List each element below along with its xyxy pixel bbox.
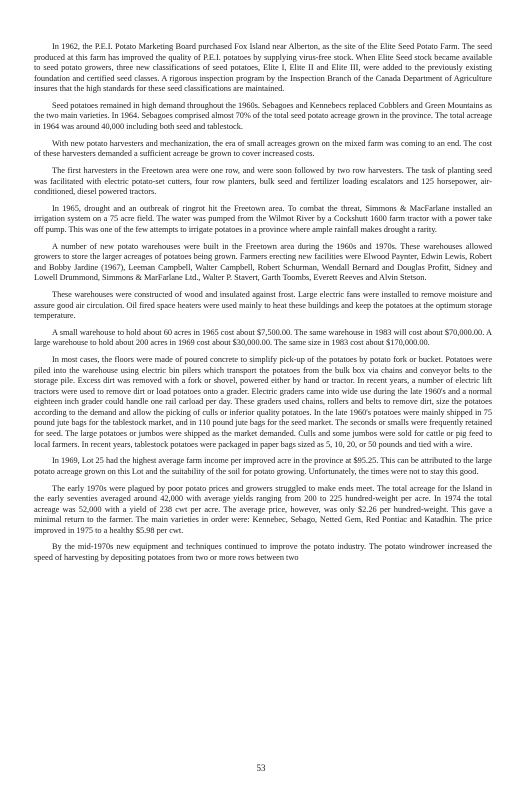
- paragraph-seed-demand-1960s: Seed potatoes remained in high demand throughout the 1960s. Sebagoes and Kennebecs replaced Cobblers and Green Mountains as the two main varieties. In 1964. Sebagoes comprised almost 70% of the total seed potato acreage grown in the province. The total acreage in 1964 was around 40,000 including both seed and tablestock.: [34, 100, 492, 132]
- paragraph-mid-1970s: By the mid-1970s new equipment and techniques continued to improve the potato industry. The potato windrower increased the speed of harvesting by depositing potatoes from two or more rows between two: [34, 542, 492, 563]
- paragraph-floors-grading: In most cases, the floors were made of poured concrete to simplify pick-up of the potatoes by potato fork or bucket. Potatoes were piled into the warehouse using electric bin pilers which transport the potatoes from the bulk box via chains and conveyor belts to the storage pile. Excess dirt was removed with a fork or shovel, powered either by hand or tractor. In recent years, a number of electric lift tractors were used to remove dirt or load potatoes onto a grader. Electric graders came into wide use during the late 1960's and a normal eighteen inch grader could handle one rail carload per day. These graders used chains, rollers and belts to remove dirt, size the potatoes according to the demand and allow the picking of culls or inferior quality potatoes. In the late 1960's potatoes were mainly shipped in 75 pound jute bags for the tablestock market, and in 110 pound jute bags for the seed market. The seconds or smalls were frequently retained for seed. The large potatoes or jumbos were shipped as the market demanded. Culls and some jumbos were sold for cattle or pig feed to local farmers. In recent years, tablestock potatoes were packaged in paper bags sized as 5, 10, 20, or 50 pounds and tied with a wire.: [34, 355, 492, 449]
- paragraph-mechanization: With new potato harvesters and mechanization, the era of small acreages grown on the mixed farm was coming to an end. The cost of these harvesters demanded a sufficient acreage be grown to cover increased costs.: [34, 138, 492, 159]
- paragraph-warehouse-costs: A small warehouse to hold about 60 acres in 1965 cost about $7,500.00. The same warehouse in 1983 will cost about $70,000.00. A large warehouse to hold about 200 acres in 1969 cost about $30,000.00. The same size in 1983 cost about $170,000.00.: [34, 327, 492, 348]
- paragraph-lot-25-income: In 1969, Lot 25 had the highest average farm income per improved acre in the province at $95.25. This can be attributed to the large potato acreage grown on this Lot and the suitability of the soil for potato growing. Unfortunately, the times were not to stay this good.: [34, 456, 492, 476]
- paragraph-warehouse-construction: These warehouses were constructed of wood and insulated against frost. Large electric fans were installed to remove moisture and assure good air circulation. Oil fired space heaters were used mainly to heat these buildings and keep the potatoes at the optimum storage temperature.: [34, 290, 492, 321]
- page-number: 53: [256, 763, 266, 773]
- paragraph-early-1970s: The early 1970s were plagued by poor potato prices and growers struggled to make ends meet. The total acreage for the Island in the early seventies averaged around 42,000 with average yields ranging from 200 to 225 hundred-weight per acre. In 1974 the total acreage was 52,000 with a yield of 238 cwt per acre. The average price, however, was only $2.26 per hundred-weight. This gave a minimal return to the farmer. The main varieties in order were: Kennebec, Sebago, Netted Gem, Red Pontiac and Katadhin. The price improved in 1975 to a healthy $5.98 per cwt.: [34, 483, 492, 535]
- body-text: [34, 42, 492, 564]
- paragraph-drought-irrigation: In 1965, drought and an outbreak of ringrot hit the Freetown area. To combat the threat, Simmons & MacFarlane installed an irrigation system on a 75 acre field. The water was pumped from the Wilmot River by a Cockshutt 1600 farm tractor with a power take off pump. This was one of the few attempts to irrigate potatoes in a province where ample rainfall makes drought a rarity.: [34, 203, 492, 234]
- paragraph-elite-seed-farm: In 1962, the P.E.I. Potato Marketing Board purchased Fox Island near Alberton, as the site of the Elite Seed Potato Farm. The seed produced at this farm has improved the quality of P.E.I. potatoes by supplying virus-free stock. When Elite Seed stock became available to seed potato growers, three new classifications of seed potatoes, Elite I, Elite II and Elite III, were added to the previously existing foundation and certified seed classes. A rigorous inspection program by the Inspection Branch of the Canada Department of Agriculture insures that the high standards for these seed classifications are maintained.: [34, 42, 492, 94]
- paragraph-warehouses-built: A number of new potato warehouses were built in the Freetown area during the 1960s and 1970s. These warehouses allowed growers to store the larger acreages of potatoes being grown. Farmers erecting new facilities were Elwood Paynter, Edwin Lewis, Robert and Bobby Jardine (1967), Leeman Campbell, Walter Campbell, Robert Schurman, Wendall Bernard and Douglas Profitt, Sidney and Lowell Drummond, Simmons & MarFarlane Ltd., Walter P. Stavert, Garth Toombs, Everett Reeves and Alvin Stetson.: [34, 241, 492, 283]
- paragraph-harvesters: The first harvesters in the Freetown area were one row, and were soon followed by two row harvesters. The task of planting seed was facilitated with electric potato-set cutters, four row planters, bulk seed and fertilizer loading escalators and 125 horsepower, air-conditioned, diesel powered tractors.: [34, 166, 492, 197]
